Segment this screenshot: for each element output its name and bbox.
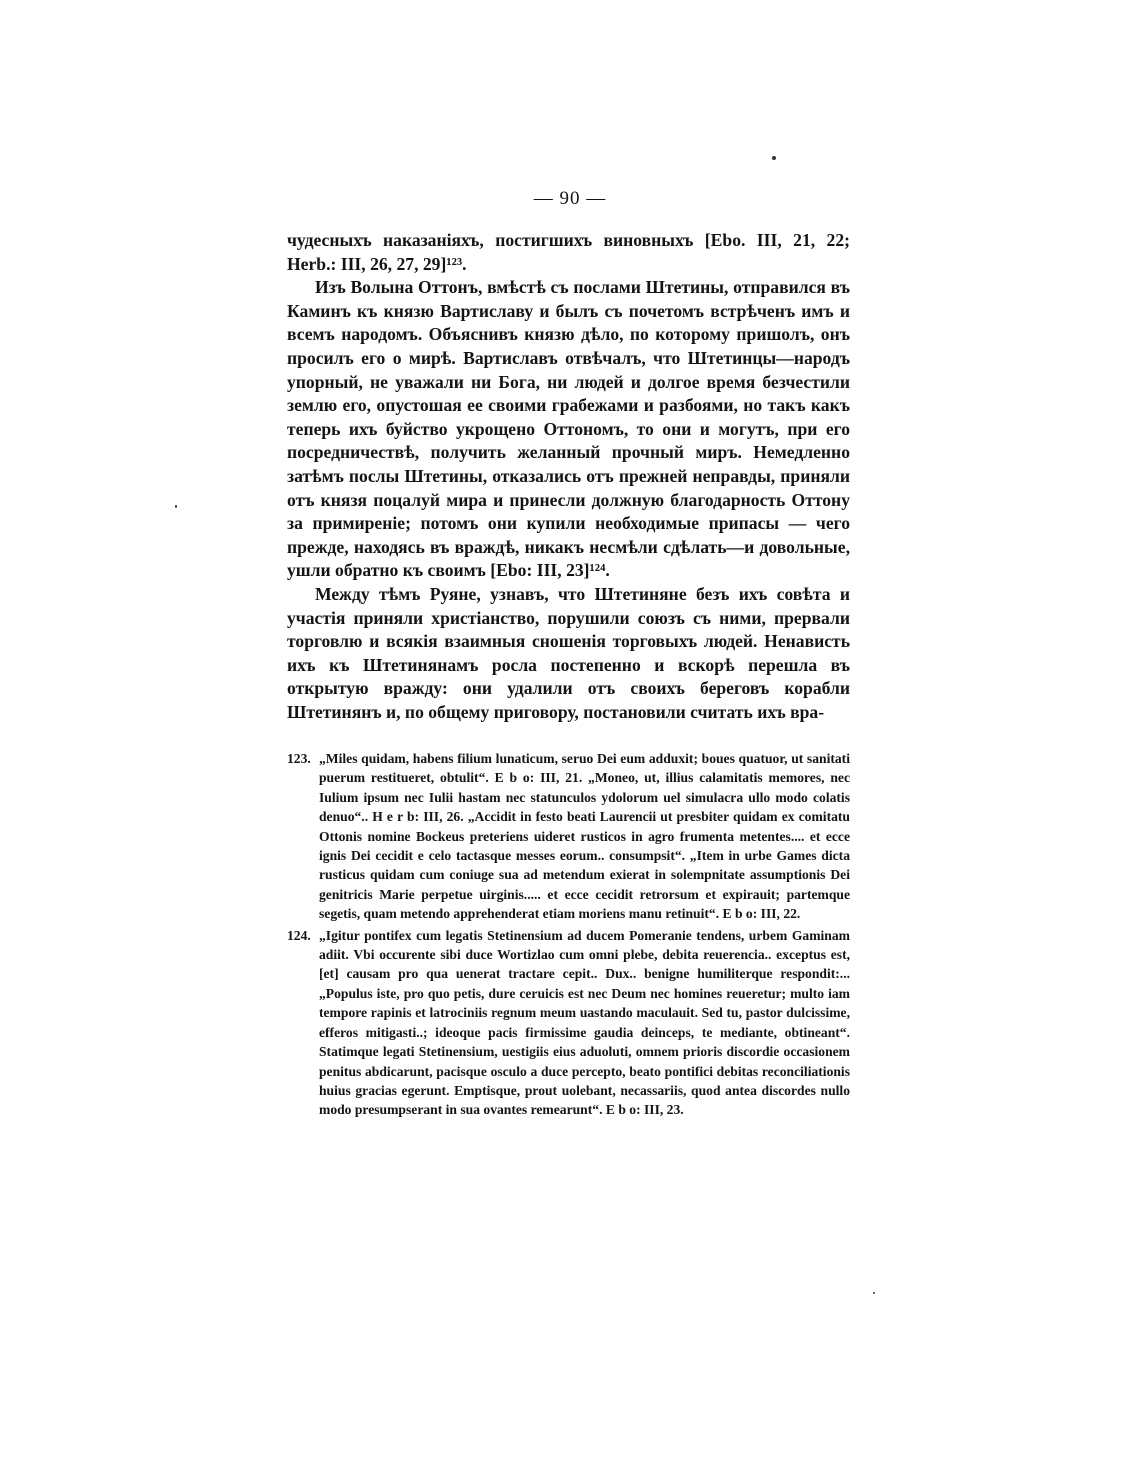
scan-speck xyxy=(175,505,177,508)
footnote-text: „Miles quidam, habens filium lunaticum, seruo Dei eum adduxit; boues quatuor, ut sanitati puerum restitueret, obtulit“. E b o: III, 21. „Moneo, ut, illius calamitatis memores, nec Iulium ipsum nec Iulii hastam nec statunculos ydolorum uel simulacra ullo modo colatis denuo“.. H e r b: III, 26. „Accidit in festo beati Laurencii ut presbiter quidam ex comitatu Ottonis nomine Bockeus preteriens uideret rusticos in agro frumenta metentes.... et ecce ignis Dei cecidit e celo tactasque messes eorum.. consumpsit“. „Item in urbe Games dicta rusticus quidam cum coniuge sua ad metendum exierat in solempnitate assumptionis Dei genitricis Marie perpetue uirginis..... et ecce cecidit retrorsum et expirauit; partemque segetis, quam metendo apprehenderat etiam moriens manu retinuit“. E b o: III, 22. xyxy=(319,751,850,922)
footnote-number: 123. xyxy=(287,751,311,766)
main-text-body xyxy=(287,229,850,724)
footnotes-section xyxy=(287,749,850,1122)
page-number: — 90 — xyxy=(533,188,607,209)
scan-speck xyxy=(772,156,776,160)
footnote-124 xyxy=(287,926,850,1120)
footnote-number: 124. xyxy=(287,927,311,943)
paragraph-rugians: Между тѣмъ Руяне, узнавъ, что Штетиняне безъ ихъ совѣта и участія приняли христіанство, порушили союзъ съ ними, прервали торговлю и всякія взаимныя сношенія торговыхъ людей. Ненависть ихъ къ Штетинянамъ росла постепенно и вскорѣ перешла въ открытую вражду: они удалили отъ своихъ береговъ корабли Штетинянъ и, по общему приговору, постановили считать ихъ вра- xyxy=(287,583,850,722)
footnote-123 xyxy=(287,749,850,924)
footnote-text: „Igitur pontifex cum legatis Stetinensium ad ducem Pomeranie tendens, urbem Gaminam adiit. Vbi occurente sibi duce Wortizlao cum omni plebe, debita reuerencia.. exceptus est, [et] causam pro qua uenerat tractare cepit.. Dux.. benigne humiliterque respondit:... „Populus iste, pro quo petis, dure ceruicis est nec Deum nec homines reueretur; multo iam tempore rapinis et latrociniis regnum meum uastando maculauit. Sed tu, pastor dulcissime, efferos mitigasti..; ideoque pacis firmissime gaudia deinceps, te mediante, obtineant“. Statimque legati Stetinensium, uestigiis eius aduoluti, omnem prioris discordie occasionem penitus abdicarunt, pacisque osculo a duce percepto, beato pontifici debitas reconciliationis huius gracias egerunt. Emptisque, prout uolebant, necassariis, quod antea discordes nullo modo presumpserant in sua ovantes remearunt“. E b o: III, 23. xyxy=(319,927,850,1118)
paragraph-otto-at-kamin: Изъ Волына Оттонъ, вмѣстѣ съ послами Штетины, отправился въ Каминъ къ князю Вартиславу и былъ съ почетомъ встрѣченъ имъ и всемъ народомъ. Объяснивъ князю дѣло, по которому пришолъ, онъ просилъ его о мирѣ. Вартиславъ отвѣчалъ, что Штетинцы—народъ упорный, не уважали ни Бога, ни людей и долгое время безчестили землю его, опустошая ее своими грабежами и разбоями, но такъ какъ теперь ихъ буйство укрощено Оттономъ, то они и могутъ, при его посредничествѣ, получить желанный прочный миръ. Немедленно затѣмъ послы Штетины, отказались отъ прежней неправды, приняли отъ князя поцалуй мира и принесли должную благодарность Оттону за примиреніе; потомъ они купили необходимые припасы — чего прежде, находясь въ враждѣ, никакъ несмѣли сдѣлать—и довольные, ушли обратно къ своимъ [Ebo: III, 23]¹²⁴. xyxy=(287,277,850,581)
paragraph-continuation: чудесныхъ наказаніяхъ, постигшихъ виновныхъ [Ebo. III, 21, 22; Herb.: III, 26, 27, 29]¹²³. xyxy=(287,230,850,274)
scan-speck xyxy=(873,1292,875,1294)
